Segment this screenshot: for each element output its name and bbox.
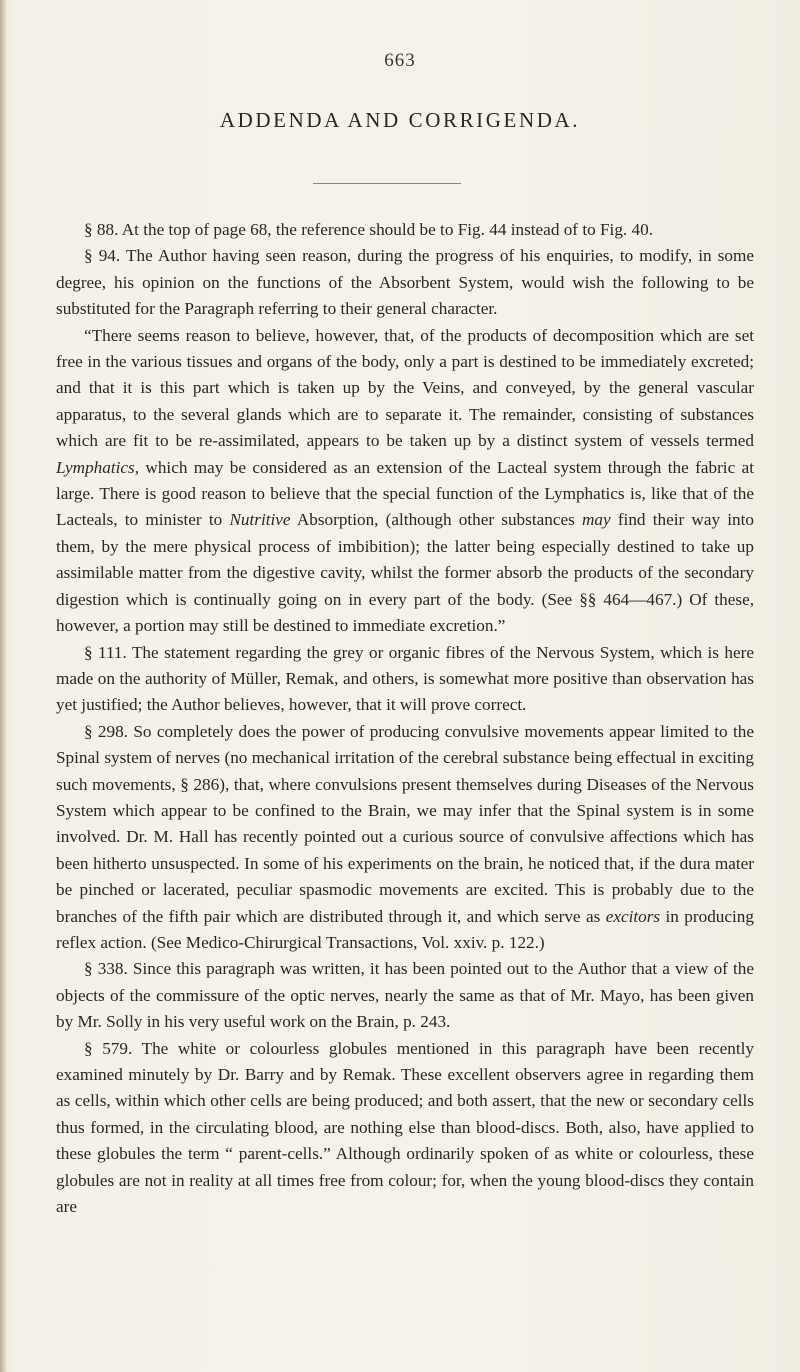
paragraph-text: “There seems reason to believe, however, that, of the products of decomposition which are set free in the various tissues and organs of the body, only a part is destined to be immediately excreted; and that it is this part which is taken up by the Veins, and conveyed, by the general vascular apparatus, to the several glands which are to separate it. The remainder, consisting of substances which are fit to be re-assimilated, appears to be taken up by a distinct system of vessels termed — [56, 325, 754, 451]
paragraph-text: Absorption, (although other substances — [290, 510, 582, 530]
title-divider — [313, 183, 461, 184]
italic-term: Nutritive — [229, 510, 291, 530]
body-text — [56, 217, 754, 1220]
page-number: 663 — [384, 50, 416, 71]
section-number: § 579. — [84, 1038, 133, 1058]
paragraph — [56, 956, 754, 1035]
paragraph-text: At the top of page 68, the reference should be to Fig. 44 instead of to Fig. 40. — [118, 220, 653, 239]
section-number: § 94. — [84, 246, 121, 266]
page-gutter-shadow — [0, 0, 6, 1372]
section-number: § 88. — [84, 220, 119, 239]
paragraph-text: Since this paragraph was written, it has been pointed out to the Author that a view of the objects of the commissure of the optic nerves, nearly the same as that of Mr. Mayo, has been given by Mr. Solly in his very useful work on the Brain, p. 243. — [56, 959, 754, 1032]
italic-term: Lymphatics — [56, 457, 135, 477]
paragraph-text: The white or colourless globules mentioned in this paragraph have been recently examined minutely by Dr. Barry and by Remak. These excellent observers agree in regarding them as cells, within which other cells are being produced; and both assert, that the new or secondary cells thus formed, in the circulating blood, are nothing else than blood-discs. Both, also, have applied to these globules the term “ parent-cells.” Although ordinarily spoken of as white or colourless, these globules are not in reality at all times free from colour; for, when the young blood-discs they contain are — [56, 1038, 755, 1217]
paragraph — [56, 640, 754, 719]
paragraph — [56, 719, 754, 957]
paragraph-text: The Author having seen reason, during the progress of his enquiries, to modify, in some degree, his opinion on the functions of the Absorbent System, would wish the following to be substituted for the Paragraph referring to their general character. — [56, 246, 754, 319]
italic-term: may — [581, 510, 611, 530]
paragraph — [56, 243, 754, 322]
paragraph — [56, 1036, 754, 1221]
paragraph-text: , which may be considered as an extension of the Lacteal system through the fabric at large. There is good reason to believe that the special function of the Lymphatics is, like that of the Lacteals, to minister to — [56, 457, 754, 530]
paragraph-text: in producing reflex action. (See Medico-Chirurgical Transactions, Vol. xxiv. p. 122.) — [56, 906, 754, 952]
paragraph-text: So completely does the power of producing convulsive movements appear limited to the Spinal system of nerves (no mechanical irritation of the cerebral substance being effectual in exciting such movements, § 286), that, where convulsions present themselves during Diseases of the Nervous System which appear to be confined to the Brain, we may infer that the Spinal system is in some involved. Dr. M. Hall has recently pointed out a curious source of convulsive affections which has been hitherto unsuspected. In some of his experiments on the brain, he noticed that, if the dura mater be pinched or lacerated, peculiar spasmodic movements are excited. This is probably due to the branches of the fifth pair which are distributed through it, and which serve as — [56, 721, 754, 926]
page-title: ADDENDA AND CORRIGENDA. — [219, 108, 581, 132]
section-number: § 111. — [84, 642, 127, 662]
paragraph-text: The statement regarding the grey or organic fibres of the Nervous System, which is here made on the authority of Müller, Remak, and others, is somewhat more positive than observation has yet justified; the Author believes, however, that it will prove correct. — [56, 642, 754, 715]
section-number: § 338. — [84, 959, 128, 979]
paragraph — [56, 217, 754, 243]
paragraph-text: find their way into them, by the mere physical process of imbibition); the latter being especially destined to take up assimilable matter from the digestive cavity, whilst the former absorb the products of the secondary digestion which is continually going on in every part of the body. (See §§ 464—467.) Of these, however, a portion may still be destined to immediate excretion.” — [56, 510, 755, 636]
section-number: § 298. — [84, 721, 129, 741]
italic-term: excitors — [605, 906, 661, 926]
paragraph — [56, 323, 754, 640]
